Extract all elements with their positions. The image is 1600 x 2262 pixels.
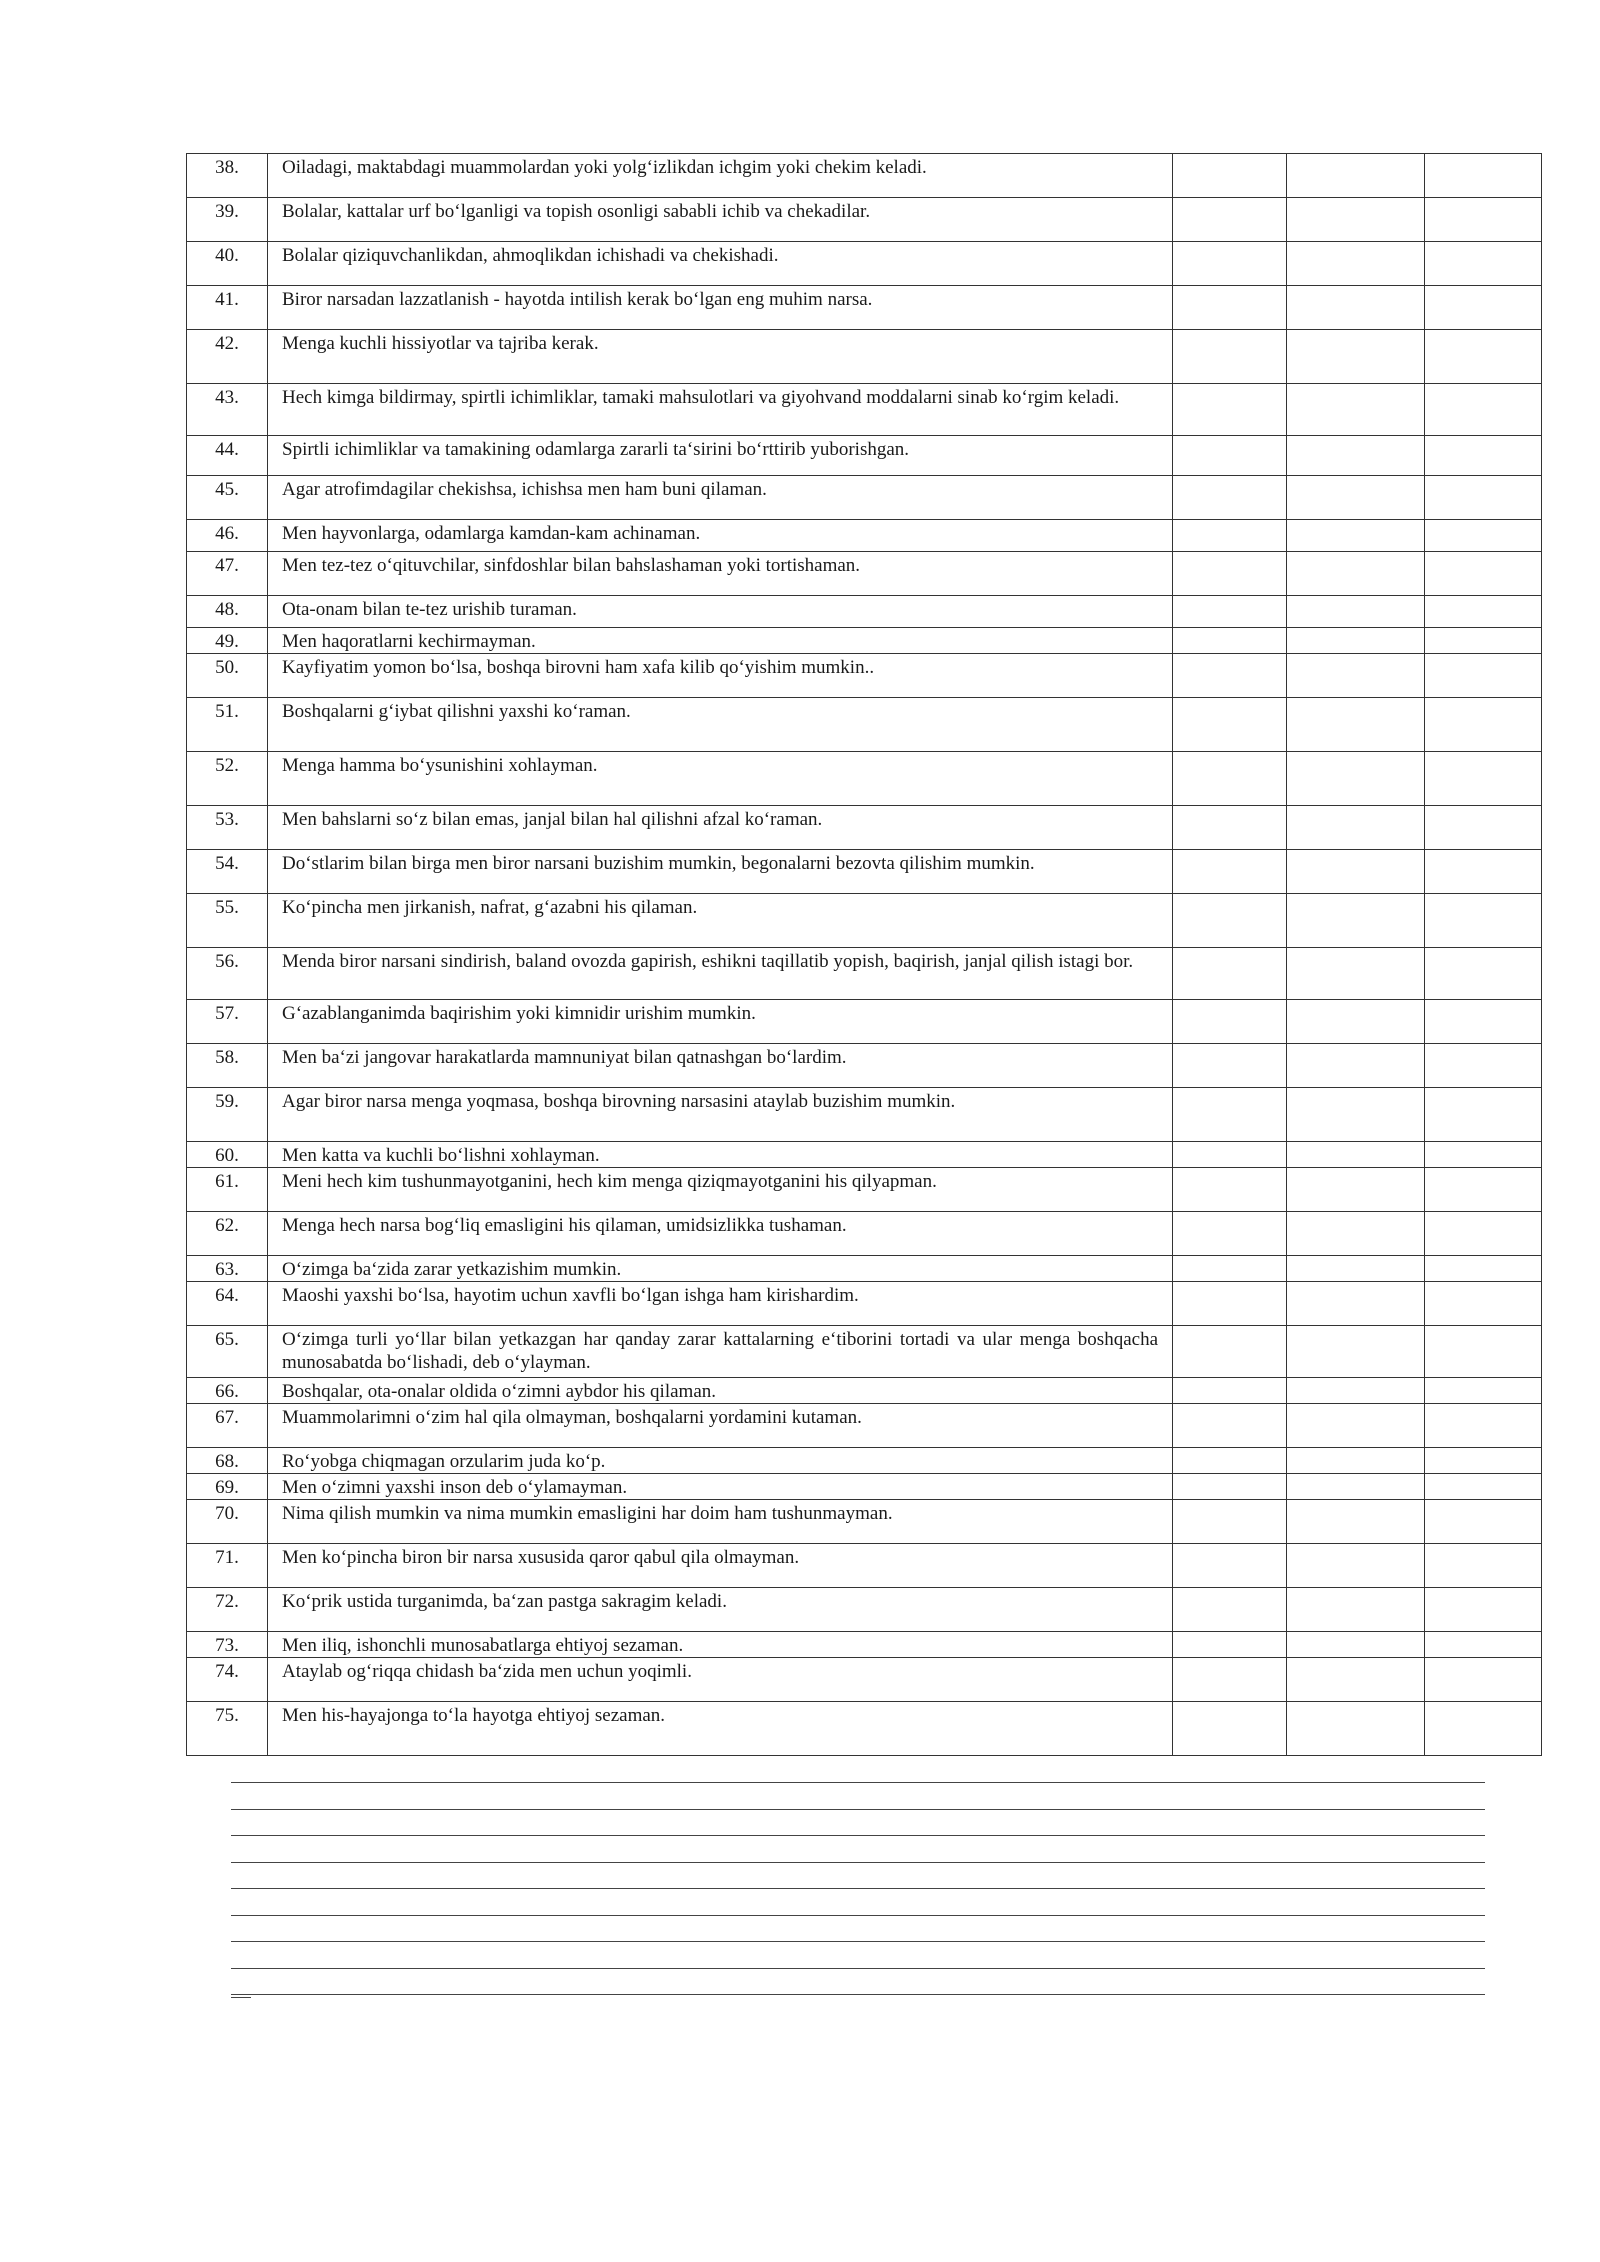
answer-cell-1[interactable]	[1173, 1212, 1287, 1256]
question-text: Men hayvonlarga, odamlarga kamdan-kam achinaman.	[268, 520, 1173, 552]
answer-cell-3[interactable]	[1425, 520, 1542, 552]
question-text: Hech kimga bildirmay, spirtli ichimliklar, tamaki mahsulotlari va giyohvand moddalarni sinab ko‘rgim keladi.	[268, 384, 1173, 436]
answer-cell-2[interactable]	[1287, 948, 1425, 1000]
question-number: 53.	[187, 806, 268, 850]
question-text: Menga hech narsa bog‘liq emasligini his qilaman, umidsizlikka tushaman.	[268, 1212, 1173, 1256]
answer-cell-2[interactable]	[1287, 1212, 1425, 1256]
question-number: 56.	[187, 948, 268, 1000]
answer-cell-2[interactable]	[1287, 850, 1425, 894]
answer-cell-3[interactable]	[1425, 654, 1542, 698]
answer-cell-1[interactable]	[1173, 1500, 1287, 1544]
table-row	[187, 752, 1542, 806]
question-number: 40.	[187, 242, 268, 286]
question-text: O‘zimga turli yo‘llar bilan yetkazgan har qanday zarar kattalarning e‘tiborini tortadi va ular menga boshqacha munosabatda bo‘lishadi, deb o‘ylayman.	[268, 1326, 1173, 1378]
answer-cell-2[interactable]	[1287, 198, 1425, 242]
answer-cell-3[interactable]	[1425, 1212, 1542, 1256]
question-number: 66.	[187, 1378, 268, 1404]
question-number: 67.	[187, 1404, 268, 1448]
question-text: Kayfiyatim yomon bo‘lsa, boshqa birovni ham xafa kilib qo‘yishim mumkin..	[268, 654, 1173, 698]
question-text: Boshqalarni g‘iybat qilishni yaxshi ko‘raman.	[268, 698, 1173, 752]
question-number: 45.	[187, 476, 268, 520]
table-row	[187, 1632, 1542, 1658]
answer-cell-1[interactable]	[1173, 1658, 1287, 1702]
question-text: G‘azablanganimda baqirishim yoki kimnidir urishim mumkin.	[268, 1000, 1173, 1044]
question-number: 57.	[187, 1000, 268, 1044]
answer-cell-2[interactable]	[1287, 752, 1425, 806]
question-text: Men ba‘zi jangovar harakatlarda mamnuniyat bilan qatnashgan bo‘lardim.	[268, 1044, 1173, 1088]
answer-cell-1[interactable]	[1173, 1282, 1287, 1326]
question-text: Oiladagi, maktabdagi muammolardan yoki yolg‘izlikdan ichgim yoki chekim keladi.	[268, 154, 1173, 198]
answer-cell-3[interactable]	[1425, 894, 1542, 948]
answer-cell-2[interactable]	[1287, 1168, 1425, 1212]
answer-cell-1[interactable]	[1173, 752, 1287, 806]
answer-cell-2[interactable]	[1287, 330, 1425, 384]
table-row	[187, 1404, 1542, 1448]
answer-cell-1[interactable]	[1173, 1326, 1287, 1378]
table-row	[187, 520, 1542, 552]
answer-cell-2[interactable]	[1287, 1378, 1425, 1404]
answer-cell-3[interactable]	[1425, 1448, 1542, 1474]
answer-cell-1[interactable]	[1173, 520, 1287, 552]
question-text: Men iliq, ishonchli munosabatlarga ehtiyoj sezaman.	[268, 1632, 1173, 1658]
table-row	[187, 436, 1542, 476]
answer-cell-3[interactable]	[1425, 1142, 1542, 1168]
question-text: Ko‘pincha men jirkanish, nafrat, g‘azabni his qilaman.	[268, 894, 1173, 948]
questionnaire-body	[187, 154, 1542, 1756]
question-text: Ko‘prik ustida turganimda, ba‘zan pastga sakragim keladi.	[268, 1588, 1173, 1632]
answer-cell-1[interactable]	[1173, 1088, 1287, 1142]
table-row	[187, 1326, 1542, 1378]
answer-cell-2[interactable]	[1287, 1404, 1425, 1448]
table-row	[187, 1212, 1542, 1256]
answer-cell-2[interactable]	[1287, 1142, 1425, 1168]
question-text: Men tez-tez o‘qituvchilar, sinfdoshlar bilan bahslashaman yoki tortishaman.	[268, 552, 1173, 596]
answer-cell-1[interactable]	[1173, 198, 1287, 242]
answer-cell-1[interactable]	[1173, 242, 1287, 286]
question-text: Maoshi yaxshi bo‘lsa, hayotim uchun xavfli bo‘lgan ishga ham kirishardim.	[268, 1282, 1173, 1326]
answer-cell-3[interactable]	[1425, 154, 1542, 198]
question-text: Biror narsadan lazzatlanish - hayotda intilish kerak bo‘lgan eng muhim narsa.	[268, 286, 1173, 330]
answer-cell-2[interactable]	[1287, 384, 1425, 436]
answer-cell-3[interactable]	[1425, 552, 1542, 596]
answer-cell-3[interactable]	[1425, 1326, 1542, 1378]
question-number: 74.	[187, 1658, 268, 1702]
answer-cell-1[interactable]	[1173, 1142, 1287, 1168]
question-text: Men haqoratlarni kechirmayman.	[268, 628, 1173, 654]
table-row	[187, 330, 1542, 384]
answer-cell-1[interactable]	[1173, 1474, 1287, 1500]
table-row	[187, 1588, 1542, 1632]
answer-cell-3[interactable]	[1425, 850, 1542, 894]
question-number: 72.	[187, 1588, 268, 1632]
question-number: 55.	[187, 894, 268, 948]
answer-cell-3[interactable]	[1425, 1544, 1542, 1588]
answer-cell-1[interactable]	[1173, 894, 1287, 948]
question-text: Spirtli ichimliklar va tamakining odamlarga zararli ta‘sirini bo‘rttirib yuborishgan.	[268, 436, 1173, 476]
question-number: 61.	[187, 1168, 268, 1212]
question-number: 43.	[187, 384, 268, 436]
answer-cell-1[interactable]	[1173, 1404, 1287, 1448]
answer-cell-1[interactable]	[1173, 850, 1287, 894]
answer-cell-2[interactable]	[1287, 1326, 1425, 1378]
question-text: Ataylab og‘riqqa chidash ba‘zida men uchun yoqimli.	[268, 1658, 1173, 1702]
question-number: 41.	[187, 286, 268, 330]
table-row	[187, 476, 1542, 520]
answer-cell-1[interactable]	[1173, 1168, 1287, 1212]
answer-cell-2[interactable]	[1287, 1256, 1425, 1282]
question-number: 64.	[187, 1282, 268, 1326]
question-text: Ota-onam bilan te-tez urishib turaman.	[268, 596, 1173, 628]
answer-cell-2[interactable]	[1287, 806, 1425, 850]
answer-cell-2[interactable]	[1287, 286, 1425, 330]
answer-cell-2[interactable]	[1287, 894, 1425, 948]
question-text: Menga kuchli hissiyotlar va tajriba kerak.	[268, 330, 1173, 384]
answer-cell-2[interactable]	[1287, 596, 1425, 628]
table-row	[187, 198, 1542, 242]
answer-cell-1[interactable]	[1173, 1544, 1287, 1588]
answer-cell-3[interactable]	[1425, 1044, 1542, 1088]
answer-cell-2[interactable]	[1287, 1000, 1425, 1044]
answer-cell-1[interactable]	[1173, 286, 1287, 330]
answer-cell-3[interactable]	[1425, 1404, 1542, 1448]
answer-cell-2[interactable]	[1287, 520, 1425, 552]
question-number: 48.	[187, 596, 268, 628]
answer-cell-3[interactable]	[1425, 628, 1542, 654]
answer-cell-2[interactable]	[1287, 1088, 1425, 1142]
question-number: 52.	[187, 752, 268, 806]
question-number: 70.	[187, 1500, 268, 1544]
answer-cell-1[interactable]	[1173, 1044, 1287, 1088]
writing-line	[231, 1810, 1485, 1837]
table-row	[187, 384, 1542, 436]
answer-cell-1[interactable]	[1173, 1702, 1287, 1756]
answer-cell-2[interactable]	[1287, 1474, 1425, 1500]
table-row	[187, 1658, 1542, 1702]
table-row	[187, 552, 1542, 596]
table-row	[187, 242, 1542, 286]
table-row	[187, 1088, 1542, 1142]
table-row	[187, 1500, 1542, 1544]
question-number: 38.	[187, 154, 268, 198]
question-number: 51.	[187, 698, 268, 752]
table-row	[187, 654, 1542, 698]
trailing-dash	[231, 1997, 251, 1998]
table-row	[187, 1702, 1542, 1756]
answer-cell-2[interactable]	[1287, 1500, 1425, 1544]
question-number: 69.	[187, 1474, 268, 1500]
table-row	[187, 1000, 1542, 1044]
answer-cell-2[interactable]	[1287, 1544, 1425, 1588]
answer-cell-1[interactable]	[1173, 596, 1287, 628]
writing-line	[231, 1942, 1485, 1969]
answer-cell-1[interactable]	[1173, 476, 1287, 520]
table-row	[187, 628, 1542, 654]
table-row	[187, 1142, 1542, 1168]
table-row	[187, 1256, 1542, 1282]
answer-cell-1[interactable]	[1173, 948, 1287, 1000]
question-text: Agar biror narsa menga yoqmasa, boshqa birovning narsasini ataylab buzishim mumkin.	[268, 1088, 1173, 1142]
table-row	[187, 698, 1542, 752]
question-number: 49.	[187, 628, 268, 654]
answer-cell-3[interactable]	[1425, 1378, 1542, 1404]
answer-cell-3[interactable]	[1425, 1702, 1542, 1756]
table-row	[187, 1544, 1542, 1588]
question-number: 46.	[187, 520, 268, 552]
answer-cell-2[interactable]	[1287, 552, 1425, 596]
answer-cell-3[interactable]	[1425, 1474, 1542, 1500]
question-number: 44.	[187, 436, 268, 476]
question-number: 42.	[187, 330, 268, 384]
answer-cell-3[interactable]	[1425, 596, 1542, 628]
answer-cell-2[interactable]	[1287, 628, 1425, 654]
question-number: 54.	[187, 850, 268, 894]
answer-cell-3[interactable]	[1425, 1282, 1542, 1326]
question-text: Meni hech kim tushunmayotganini, hech kim menga qiziqmayotganini his qilyapman.	[268, 1168, 1173, 1212]
question-number: 60.	[187, 1142, 268, 1168]
answer-cell-3[interactable]	[1425, 698, 1542, 752]
table-row	[187, 1282, 1542, 1326]
answer-cell-2[interactable]	[1287, 1632, 1425, 1658]
question-number: 65.	[187, 1326, 268, 1378]
answer-cell-2[interactable]	[1287, 1658, 1425, 1702]
answer-cell-3[interactable]	[1425, 1658, 1542, 1702]
question-text: O‘zimga ba‘zida zarar yetkazishim mumkin.	[268, 1256, 1173, 1282]
question-text: Men bahslarni so‘z bilan emas, janjal bilan hal qilishni afzal ko‘raman.	[268, 806, 1173, 850]
question-number: 75.	[187, 1702, 268, 1756]
answer-cell-3[interactable]	[1425, 1000, 1542, 1044]
question-text: Agar atrofimdagilar chekishsa, ichishsa men ham buni qilaman.	[268, 476, 1173, 520]
answer-cell-1[interactable]	[1173, 384, 1287, 436]
writing-line	[231, 1863, 1485, 1890]
table-row	[187, 948, 1542, 1000]
table-row	[187, 286, 1542, 330]
table-row	[187, 1378, 1542, 1404]
answer-cell-3[interactable]	[1425, 1632, 1542, 1658]
question-number: 73.	[187, 1632, 268, 1658]
answer-cell-2[interactable]	[1287, 1588, 1425, 1632]
answer-cell-3[interactable]	[1425, 436, 1542, 476]
answer-cell-1[interactable]	[1173, 698, 1287, 752]
answer-cell-1[interactable]	[1173, 1000, 1287, 1044]
question-text: Men o‘zimni yaxshi inson deb o‘ylamayman.	[268, 1474, 1173, 1500]
question-number: 71.	[187, 1544, 268, 1588]
answer-cell-3[interactable]	[1425, 476, 1542, 520]
question-text: Bolalar, kattalar urf bo‘lganligi va topish osonligi sababli ichib va chekadilar.	[268, 198, 1173, 242]
question-number: 39.	[187, 198, 268, 242]
answer-cell-1[interactable]	[1173, 806, 1287, 850]
answer-cell-3[interactable]	[1425, 1256, 1542, 1282]
table-row	[187, 894, 1542, 948]
answer-cell-1[interactable]	[1173, 654, 1287, 698]
question-text: Menga hamma bo‘ysunishini xohlayman.	[268, 752, 1173, 806]
question-number: 68.	[187, 1448, 268, 1474]
question-number: 58.	[187, 1044, 268, 1088]
writing-line	[231, 1916, 1485, 1943]
question-number: 62.	[187, 1212, 268, 1256]
answer-cell-3[interactable]	[1425, 1088, 1542, 1142]
answer-cell-2[interactable]	[1287, 436, 1425, 476]
answer-cell-1[interactable]	[1173, 628, 1287, 654]
table-row	[187, 1168, 1542, 1212]
answer-cell-2[interactable]	[1287, 698, 1425, 752]
table-row	[187, 1448, 1542, 1474]
question-text: Menda biror narsani sindirish, baland ovozda gapirish, eshikni taqillatib yopish, baqirish, janjal qilish istagi bor.	[268, 948, 1173, 1000]
answer-cell-2[interactable]	[1287, 154, 1425, 198]
question-text: Do‘stlarim bilan birga men biror narsani buzishim mumkin, begonalarni bezovta qilishim mumkin.	[268, 850, 1173, 894]
answer-cell-1[interactable]	[1173, 1632, 1287, 1658]
question-text: Bolalar qiziquvchanlikdan, ahmoqlikdan ichishadi va chekishadi.	[268, 242, 1173, 286]
questionnaire-table	[186, 153, 1542, 1756]
question-text: Muammolarimni o‘zim hal qila olmayman, boshqalarni yordamini kutaman.	[268, 1404, 1173, 1448]
answer-cell-1[interactable]	[1173, 1588, 1287, 1632]
table-row	[187, 1474, 1542, 1500]
answer-cell-3[interactable]	[1425, 1500, 1542, 1544]
answer-cell-2[interactable]	[1287, 242, 1425, 286]
answer-cell-3[interactable]	[1425, 330, 1542, 384]
answer-cell-3[interactable]	[1425, 1168, 1542, 1212]
question-text: Boshqalar, ota-onalar oldida o‘zimni aybdor his qilaman.	[268, 1378, 1173, 1404]
answer-cell-2[interactable]	[1287, 1448, 1425, 1474]
table-row	[187, 154, 1542, 198]
table-row	[187, 850, 1542, 894]
question-text: Men ko‘pincha biron bir narsa xususida qaror qabul qila olmayman.	[268, 1544, 1173, 1588]
question-number: 59.	[187, 1088, 268, 1142]
answer-cell-3[interactable]	[1425, 198, 1542, 242]
answer-cell-2[interactable]	[1287, 476, 1425, 520]
answer-cell-1[interactable]	[1173, 154, 1287, 198]
answer-cell-1[interactable]	[1173, 1378, 1287, 1404]
answer-cell-3[interactable]	[1425, 384, 1542, 436]
table-row	[187, 1044, 1542, 1088]
writing-line	[231, 1836, 1485, 1863]
table-row	[187, 596, 1542, 628]
answer-cell-2[interactable]	[1287, 1044, 1425, 1088]
question-number: 50.	[187, 654, 268, 698]
question-text: Nima qilish mumkin va nima mumkin emasligini har doim ham tushunmayman.	[268, 1500, 1173, 1544]
answer-cell-1[interactable]	[1173, 330, 1287, 384]
answer-cell-1[interactable]	[1173, 552, 1287, 596]
answer-cell-1[interactable]	[1173, 1256, 1287, 1282]
answer-cell-1[interactable]	[1173, 1448, 1287, 1474]
answer-cell-2[interactable]	[1287, 654, 1425, 698]
answer-cell-2[interactable]	[1287, 1282, 1425, 1326]
answer-cell-3[interactable]	[1425, 806, 1542, 850]
answer-cell-3[interactable]	[1425, 286, 1542, 330]
question-text: Men katta va kuchli bo‘lishni xohlayman.	[268, 1142, 1173, 1168]
answer-cell-1[interactable]	[1173, 436, 1287, 476]
table-row	[187, 806, 1542, 850]
answer-cell-3[interactable]	[1425, 752, 1542, 806]
questionnaire-sheet	[186, 153, 1541, 1756]
answer-cell-3[interactable]	[1425, 1588, 1542, 1632]
question-number: 47.	[187, 552, 268, 596]
answer-cell-3[interactable]	[1425, 948, 1542, 1000]
answer-cell-2[interactable]	[1287, 1702, 1425, 1756]
question-text: Ro‘yobga chiqmagan orzularim juda ko‘p.	[268, 1448, 1173, 1474]
writing-line	[231, 1969, 1485, 1996]
writing-line	[231, 1783, 1485, 1810]
writing-line	[231, 1889, 1485, 1916]
question-number: 63.	[187, 1256, 268, 1282]
writing-lines	[231, 1782, 1485, 1995]
answer-cell-3[interactable]	[1425, 242, 1542, 286]
question-text: Men his-hayajonga to‘la hayotga ehtiyoj sezaman.	[268, 1702, 1173, 1756]
